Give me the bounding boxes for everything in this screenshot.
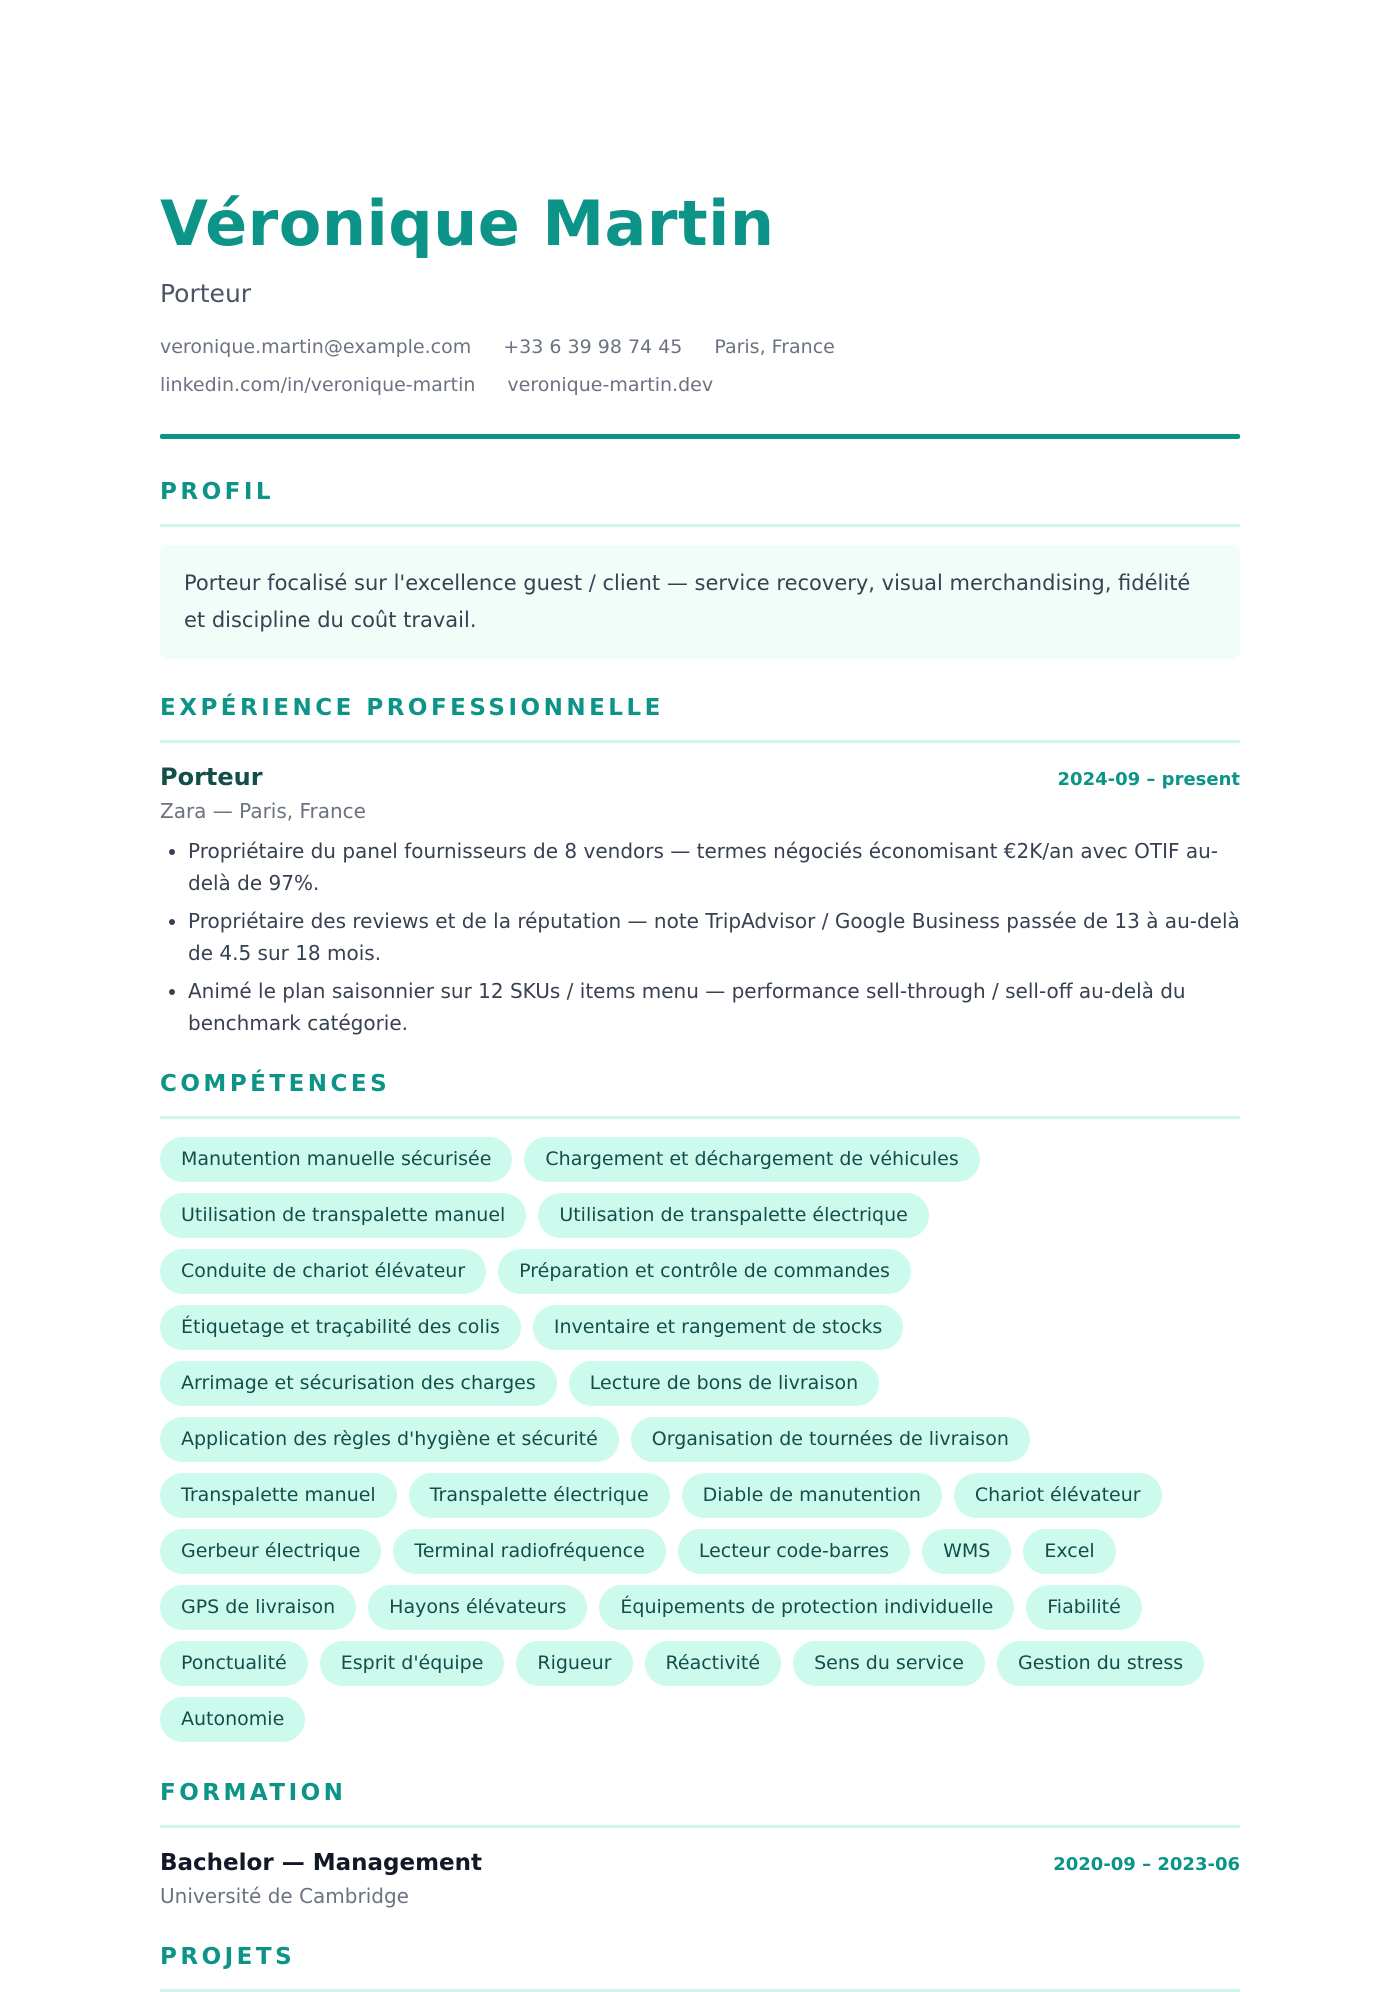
education-dates: 2020-09 – 2023-06 [1053,1854,1240,1875]
skill-chip: Chariot élévateur [954,1473,1162,1518]
education-degree: Bachelor — Management [160,1850,482,1876]
skill-chip: Étiquetage et traçabilité des colis [160,1305,521,1350]
skill-chip: Fiabilité [1026,1585,1142,1630]
skill-chip: Lecteur code-barres [678,1529,910,1574]
skill-chip: Lecture de bons de livraison [569,1361,879,1406]
header-divider [160,434,1240,439]
skill-chip: Équipements de protection individuelle [599,1585,1014,1630]
profil-summary: Porteur focalisé sur l'excellence guest / client — service recovery, visual merchandising, fidélité et discipline du coût travail. [160,545,1240,659]
skill-chip: WMS [922,1529,1011,1574]
section-title-projets: PROJETS [160,1944,296,1970]
projets-section [160,1942,1240,1992]
section-divider [160,524,1240,527]
skill-chip: Hayons élévateurs [368,1585,587,1630]
section-title-experience: EXPÉRIENCE PROFESSIONNELLE [160,695,664,721]
skill-chip: Utilisation de transpalette électrique [538,1193,929,1238]
contact-email: veronique.martin@example.com [160,336,472,358]
skill-chip: Ponctualité [160,1641,308,1686]
skill-chip: Sens du service [793,1641,985,1686]
section-divider [160,1116,1240,1119]
skill-chip: Transpalette manuel [160,1473,397,1518]
section-divider [160,1825,1240,1828]
skill-chip: Préparation et contrôle de commandes [498,1249,911,1294]
skill-chip: Transpalette électrique [409,1473,670,1518]
job-entry [160,763,1240,1039]
job-bullet: • Propriétaire du panel fournisseurs de 8 vendors — termes négociés économisant €2K/an avec OTIF au-delà de 97%. [188,835,1240,899]
contact-list [160,332,1160,400]
education-school: Université de Cambridge [160,1884,409,1908]
skill-chip: Rigueur [516,1641,632,1686]
job-company: Zara — Paris, France [160,799,366,823]
education-header [160,1850,1240,1876]
candidate-name: Véronique Martin [160,187,775,260]
skill-chip: Inventaire et rangement de stocks [533,1305,903,1350]
job-dates: 2024-09 – present [1057,769,1240,790]
skill-chip: Arrimage et sécurisation des charges [160,1361,557,1406]
skill-chip: Terminal radiofréquence [393,1529,666,1574]
job-bullet: • Propriétaire des reviews et de la réputation — note TripAdvisor / Google Business passée de 13 à au-delà de 4.5 sur 18 mois. [188,905,1240,969]
job-bullets [160,835,1240,1039]
section-title-skills: COMPÉTENCES [160,1071,391,1097]
skill-chip: Conduite de chariot élévateur [160,1249,486,1294]
formation-section [160,1778,1240,1908]
skill-chip: Diable de manutention [682,1473,942,1518]
education-entry [160,1850,1240,1908]
job-bullet: • Animé le plan saisonnier sur 12 SKUs / items menu — performance sell-through / sell-off au-delà du benchmark catégorie. [188,975,1240,1039]
skill-chip: Excel [1023,1529,1115,1574]
candidate-role: Porteur [160,279,252,308]
contact-linkedin: linkedin.com/in/veronique-martin [160,374,476,396]
skill-chip: GPS de livraison [160,1585,356,1630]
section-title-profil: PROFIL [160,479,275,505]
contact-phone: +33 6 39 98 74 45 [503,336,683,358]
skill-chip: Organisation de tournées de livraison [631,1417,1030,1462]
skill-chip-list [160,1137,1240,1742]
contact-website: veronique-martin.dev [507,374,714,396]
skill-chip: Autonomie [160,1697,305,1742]
skill-chip: Manutention manuelle sécurisée [160,1137,512,1182]
skill-chip: Utilisation de transpalette manuel [160,1193,526,1238]
job-header [160,763,1240,791]
section-title-formation: FORMATION [160,1780,347,1806]
contact-location: Paris, France [714,336,835,358]
skill-chip: Esprit d'équipe [320,1641,505,1686]
profil-section [160,477,1240,659]
section-divider [160,740,1240,743]
skill-chip: Application des règles d'hygiène et sécurité [160,1417,619,1462]
resume-header [160,186,1240,439]
skills-section [160,1069,1240,1742]
skill-chip: Réactivité [645,1641,782,1686]
skill-chip: Chargement et déchargement de véhicules [524,1137,979,1182]
experience-section [160,693,1240,1039]
skill-chip: Gerbeur électrique [160,1529,381,1574]
skill-chip: Gestion du stress [997,1641,1204,1686]
job-title: Porteur [160,763,263,791]
